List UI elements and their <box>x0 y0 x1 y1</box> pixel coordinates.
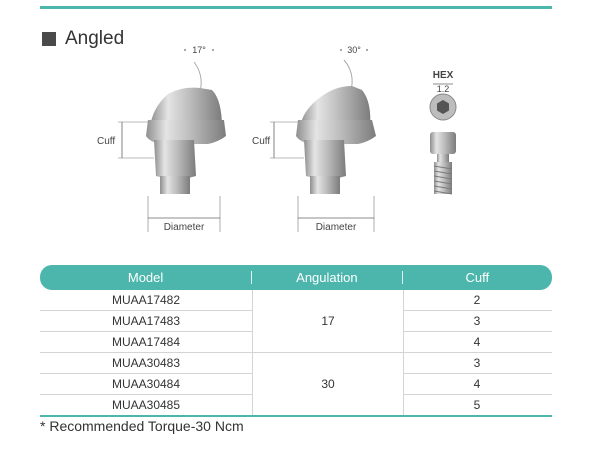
cuff-cell: 2 <box>473 293 481 307</box>
abutment-17-illustration <box>97 45 226 233</box>
hex-label: HEX <box>432 70 454 81</box>
cuff-label-1: Cuff <box>97 136 116 147</box>
screw-neck <box>437 154 449 162</box>
abutment-hex <box>160 176 190 194</box>
model-cell: MUAA17482 <box>111 293 181 307</box>
hex-size-label: 1.2 <box>436 84 450 94</box>
table-header <box>40 265 552 290</box>
cuff-cell: 4 <box>473 335 481 349</box>
abutment-cuff <box>304 140 346 179</box>
diameter-label-2: Diameter <box>315 222 357 233</box>
torque-note: * Recommended Torque-30 Ncm <box>40 418 244 434</box>
abutment-hex <box>310 176 340 194</box>
header-angulation: Angulation <box>296 270 358 285</box>
screw-thread <box>434 162 452 194</box>
angulation-cell-30: 30 <box>252 353 404 415</box>
diameter-label-1: Diameter <box>163 222 205 233</box>
model-cell: MUAA30485 <box>111 398 181 412</box>
angle-label-17: 17° <box>192 45 206 55</box>
product-spec-table <box>40 265 552 417</box>
section-title: Angled <box>65 28 125 49</box>
model-cell: MUAA17483 <box>111 314 181 328</box>
model-cell: MUAA30483 <box>111 356 181 370</box>
table-body <box>40 290 552 417</box>
screw-head <box>430 132 456 154</box>
cuff-cell: 3 <box>473 356 481 370</box>
header-model: Model <box>127 270 164 285</box>
cuff-cell: 5 <box>473 398 481 412</box>
cuff-cell: 3 <box>473 314 481 328</box>
abutment-cuff <box>154 140 196 179</box>
model-cell: MUAA17484 <box>111 335 181 349</box>
cuff-cell: 4 <box>473 377 481 391</box>
angulation-cell-17: 17 <box>252 290 404 352</box>
abutment-30-illustration <box>252 45 376 233</box>
model-cell: MUAA30484 <box>111 377 181 391</box>
screw-illustration <box>430 70 456 194</box>
angle-label-30: 30° <box>347 45 361 55</box>
cuff-label-2: Cuff <box>252 136 271 147</box>
header-cuff: Cuff <box>465 270 490 285</box>
